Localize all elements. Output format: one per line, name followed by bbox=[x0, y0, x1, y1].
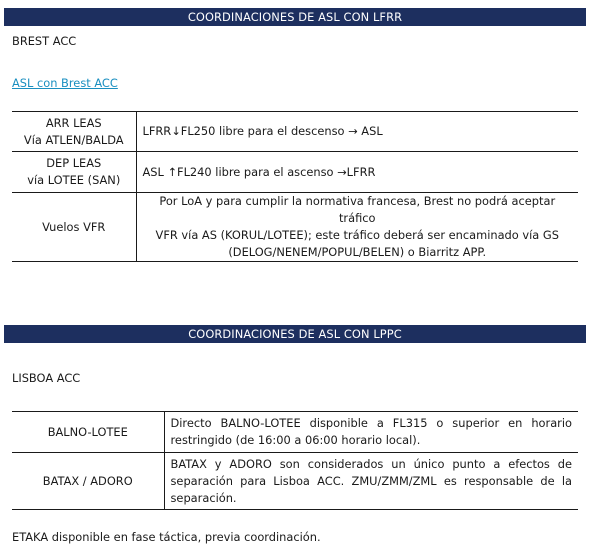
acc-label-lisboa: LISBOA ACC bbox=[12, 371, 81, 385]
table-row bbox=[12, 193, 578, 262]
etaka-note: ETAKA disponible en fase táctica, previa coordinación. bbox=[12, 530, 321, 544]
row-value-line: (DELOG/NENEM/POPUL/BELEN) o Biarritz APP. bbox=[228, 245, 487, 259]
section-header-lfrr: COORDINACIONES DE ASL CON LFRR bbox=[4, 8, 586, 26]
row-key bbox=[12, 152, 136, 193]
row-key bbox=[12, 453, 164, 510]
table-row bbox=[12, 453, 578, 510]
row-value bbox=[136, 193, 578, 262]
row-key-line: Vía ATLEN/BALDA bbox=[23, 132, 124, 147]
row-key-line: vía LOTEE (SAN) bbox=[27, 173, 121, 187]
row-value-line: Por LoA y para cumplir la normativa francesa, Brest no podrá aceptar tráfico bbox=[159, 194, 556, 225]
lppc-coordination-table bbox=[12, 411, 578, 510]
acc-label-brest: BREST ACC bbox=[12, 34, 77, 48]
row-value-line: VFR vía AS (KORUL/LOTEE); este tráfico deberá ser encaminado vía GS bbox=[155, 228, 559, 242]
row-key-line: ARR LEAS bbox=[45, 115, 102, 130]
row-value: BATAX y ADORO son considerados un único punto a efectos de separación para Lisboa ACC. ZMU/ZMM/ZML es responsable de la separación. bbox=[164, 453, 578, 510]
row-value: Directo BALNO-LOTEE disponible a FL315 o superior en horario restringido (de 16:00 a 06:00 horario local). bbox=[164, 412, 578, 453]
table-row bbox=[12, 152, 578, 193]
asl-brest-link[interactable]: ASL con Brest ACC bbox=[12, 76, 118, 90]
row-value: ASL ↑FL240 libre para el ascenso →LFRR bbox=[136, 152, 578, 193]
table-row bbox=[12, 412, 578, 453]
lfrr-coordination-table bbox=[12, 111, 578, 262]
row-key bbox=[12, 112, 136, 152]
row-key-line: Vuelos VFR bbox=[42, 219, 106, 234]
row-value: LFRR↓FL250 libre para el descenso → ASL bbox=[136, 112, 578, 152]
row-key bbox=[12, 193, 136, 262]
row-key-line: BALNO-LOTEE bbox=[47, 424, 128, 439]
row-key bbox=[12, 412, 164, 453]
row-key-line: BATAX / ADORO bbox=[42, 473, 133, 488]
section-header-lppc: COORDINACIONES DE ASL CON LPPC bbox=[4, 325, 586, 343]
row-key-line: DEP LEAS bbox=[46, 156, 102, 170]
table-row bbox=[12, 112, 578, 152]
